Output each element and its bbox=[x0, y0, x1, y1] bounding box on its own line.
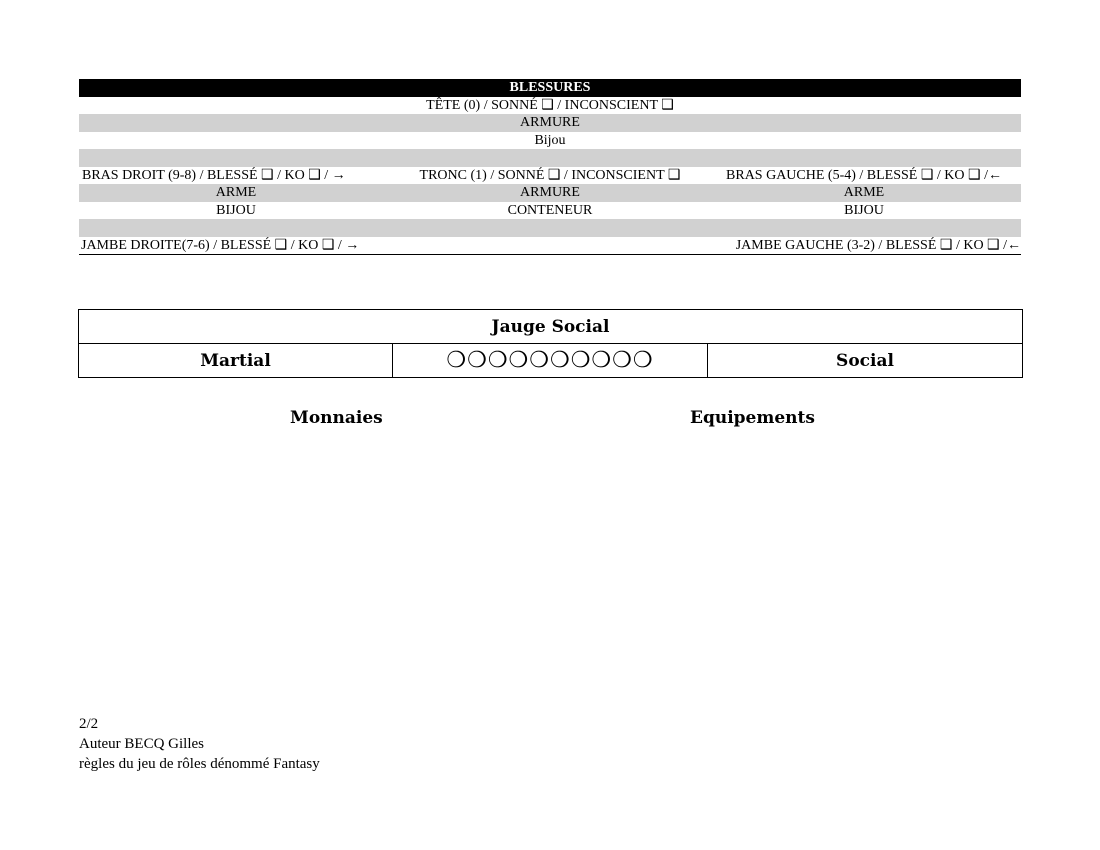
head-armor-label: ARMURE bbox=[393, 114, 707, 132]
right-arm-weapon: ARME bbox=[79, 184, 393, 202]
head-jewel-label: Bijou bbox=[534, 132, 566, 148]
left-arm-jewel: BIJOU bbox=[844, 202, 884, 218]
wounds-title: BLESSURES bbox=[393, 79, 707, 97]
spacer-row bbox=[79, 149, 1021, 167]
monnaies-heading: Monnaies bbox=[290, 408, 383, 428]
arms-row bbox=[79, 167, 1021, 185]
gauge-circles[interactable]: ❍❍❍❍❍❍❍❍❍❍ bbox=[393, 344, 708, 378]
header-cell-right bbox=[707, 79, 1021, 97]
gauge-martial-label: Martial bbox=[79, 344, 393, 378]
head-armor-row bbox=[79, 114, 1021, 132]
gauge-row bbox=[79, 344, 1023, 378]
wounds-header-row bbox=[79, 79, 1021, 97]
spacer-row bbox=[79, 219, 1021, 237]
torso-container: CONTENEUR bbox=[507, 202, 593, 218]
arms-jewel-row bbox=[79, 202, 1021, 220]
arms-equipment-row bbox=[79, 184, 1021, 202]
left-arm-weapon: ARME bbox=[707, 184, 1021, 202]
legs-row bbox=[79, 237, 1021, 255]
head-jewel-row bbox=[79, 132, 1021, 150]
social-gauge-table bbox=[78, 309, 1023, 378]
right-arm-label: BRAS DROIT (9-8) / BLESSÉ ❑ / KO ❑ / → bbox=[82, 167, 346, 183]
author-line: Auteur BECQ Gilles bbox=[79, 736, 204, 752]
page-number: 2/2 bbox=[79, 716, 99, 732]
head-row bbox=[79, 97, 1021, 115]
right-arm-jewel: BIJOU bbox=[216, 202, 256, 218]
gauge-title-row bbox=[79, 310, 1023, 344]
header-cell-left bbox=[79, 79, 393, 97]
right-leg-label: JAMBE DROITE(7-6) / BLESSÉ ❑ / KO ❑ / → bbox=[79, 237, 393, 255]
torso-label: TRONC (1) / SONNÉ ❑ / INCONSCIENT ❑ bbox=[419, 167, 681, 183]
left-arm-label: BRAS GAUCHE (5-4) / BLESSÉ ❑ / KO ❑ /← bbox=[726, 167, 1002, 183]
head-label: TÊTE (0) / SONNÉ ❑ / INCONSCIENT ❑ bbox=[426, 97, 674, 113]
equipements-heading: Equipements bbox=[690, 408, 815, 428]
gauge-social-label: Social bbox=[708, 344, 1023, 378]
gauge-title: Jauge Social bbox=[79, 310, 1023, 344]
torso-armor: ARMURE bbox=[393, 184, 707, 202]
page-footer bbox=[79, 714, 320, 774]
rules-line: règles du jeu de rôles dénommé Fantasy bbox=[79, 756, 320, 772]
wounds-table bbox=[79, 79, 1021, 255]
left-leg-label: JAMBE GAUCHE (3-2) / BLESSÉ ❑ / KO ❑ /← bbox=[707, 237, 1021, 255]
